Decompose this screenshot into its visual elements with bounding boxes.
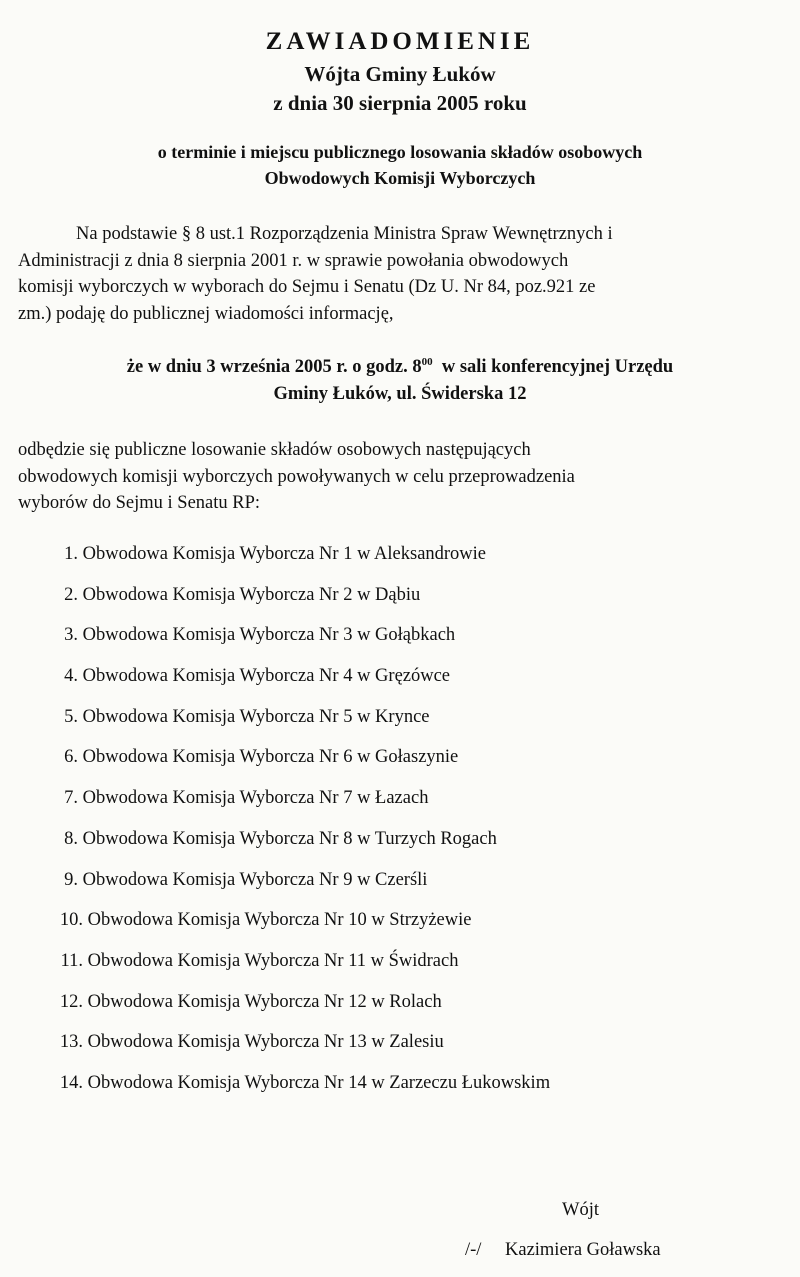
signature-mark: /-/ bbox=[465, 1240, 482, 1260]
list-item bbox=[0, 788, 800, 829]
list-item-number: 12. bbox=[59, 991, 83, 1012]
list-item-number: 14. bbox=[59, 1072, 83, 1093]
date-line: z dnia 30 sierpnia 2005 roku bbox=[273, 91, 527, 115]
list-item-number: 9. bbox=[64, 869, 78, 890]
intro-paragraph bbox=[18, 221, 788, 327]
list-item-text: Obwodowa Komisja Wyborcza Nr 13 w Zalesiu bbox=[87, 1032, 444, 1053]
signatory-name: Kazimiera Goławska bbox=[505, 1240, 661, 1260]
list-item-number: 2. bbox=[64, 584, 78, 605]
intro-line-3: komisji wyborczych w wyborach do Sejmu i Senatu (Dz U. Nr 84, poz.921 ze bbox=[18, 277, 596, 297]
list-item-number: 8. bbox=[64, 828, 78, 849]
list-item bbox=[0, 747, 800, 788]
list-item bbox=[0, 707, 800, 748]
list-item-text: Obwodowa Komisja Wyborcza Nr 4 w Gręzówce bbox=[82, 666, 451, 687]
announcement-suffix: w sali konferencyjnej Urzędu bbox=[432, 357, 674, 377]
list-item-number: 10. bbox=[59, 910, 83, 931]
list-item-number: 4. bbox=[64, 666, 78, 687]
document-title: ZAWIADOMIENIE bbox=[265, 28, 535, 55]
list-item-text: Obwodowa Komisja Wyborcza Nr 10 w Strzyżewie bbox=[87, 910, 472, 931]
list-item bbox=[0, 910, 800, 951]
intro-line-2: Administracji z dnia 8 sierpnia 2001 r. w sprawie powołania obwodowych bbox=[18, 250, 569, 271]
description-line-3: wyborów do Sejmu i Senatu RP: bbox=[18, 493, 261, 513]
announcement-time-superscript: 00 bbox=[421, 356, 433, 368]
intro-line-4: zm.) podaję do publicznej wiadomości informację, bbox=[18, 303, 394, 324]
list-item-text: Obwodowa Komisja Wyborcza Nr 8 w Turzych Rogach bbox=[82, 828, 497, 849]
announcement-line-2: Gminy Łuków, ul. Świderska 12 bbox=[273, 384, 527, 404]
description-paragraph bbox=[18, 437, 788, 517]
topic-line-2: Obwodowych Komisji Wyborczych bbox=[264, 168, 536, 188]
list-item-number: 5. bbox=[64, 706, 78, 727]
list-item bbox=[0, 585, 800, 626]
list-item bbox=[0, 666, 800, 707]
list-item bbox=[0, 1032, 800, 1073]
list-item-text: Obwodowa Komisja Wyborcza Nr 7 w Łazach bbox=[82, 788, 429, 809]
list-item-number: 6. bbox=[64, 747, 78, 768]
committee-list bbox=[0, 544, 800, 1114]
list-item-number: 11. bbox=[60, 950, 83, 971]
list-item-number: 13. bbox=[59, 1032, 83, 1053]
description-line-1: odbędzie się publiczne losowanie składów osobowych następujących bbox=[18, 440, 531, 460]
list-item bbox=[0, 829, 800, 870]
intro-line-1: Na podstawie § 8 ust.1 Rozporządzenia Ministra Spraw Wewnętrznych i bbox=[76, 224, 613, 244]
list-item bbox=[0, 992, 800, 1033]
list-item-text: Obwodowa Komisja Wyborcza Nr 12 w Rolach bbox=[87, 991, 442, 1012]
list-item-number: 7. bbox=[64, 788, 78, 809]
description-line-2: obwodowych komisji wyborczych powoływanych w celu przeprowadzenia bbox=[18, 466, 575, 487]
list-item-number: 3. bbox=[64, 625, 78, 646]
list-item-text: Obwodowa Komisja Wyborcza Nr 11 w Świdrach bbox=[87, 950, 459, 971]
list-item-text: Obwodowa Komisja Wyborcza Nr 3 w Gołąbkach bbox=[82, 625, 456, 646]
signatory-title: Wójt bbox=[562, 1200, 599, 1220]
list-item-text: Obwodowa Komisja Wyborcza Nr 1 w Aleksandrowie bbox=[82, 544, 487, 564]
list-item bbox=[0, 544, 800, 585]
announcement-prefix: że w dniu 3 września 2005 r. o godz. 8 bbox=[126, 357, 422, 377]
topic-line-1: o terminie i miejscu publicznego losowania składów osobowych bbox=[157, 142, 643, 162]
issuer-line: Wójta Gminy Łuków bbox=[304, 62, 496, 86]
list-item bbox=[0, 625, 800, 666]
list-item-text: Obwodowa Komisja Wyborcza Nr 14 w Zarzeczu Łukowskim bbox=[87, 1072, 551, 1093]
list-item bbox=[0, 1073, 800, 1114]
signatory-line bbox=[465, 1240, 661, 1261]
list-item-number: 1. bbox=[64, 544, 78, 564]
list-item-text: Obwodowa Komisja Wyborcza Nr 2 w Dąbiu bbox=[82, 584, 421, 605]
announcement-line-1 bbox=[0, 356, 800, 378]
list-item-text: Obwodowa Komisja Wyborcza Nr 6 w Gołaszynie bbox=[82, 747, 459, 768]
list-item-text: Obwodowa Komisja Wyborcza Nr 9 w Czerśli bbox=[82, 869, 428, 890]
list-item bbox=[0, 870, 800, 911]
list-item bbox=[0, 951, 800, 992]
list-item-text: Obwodowa Komisja Wyborcza Nr 5 w Krynce bbox=[82, 706, 430, 727]
